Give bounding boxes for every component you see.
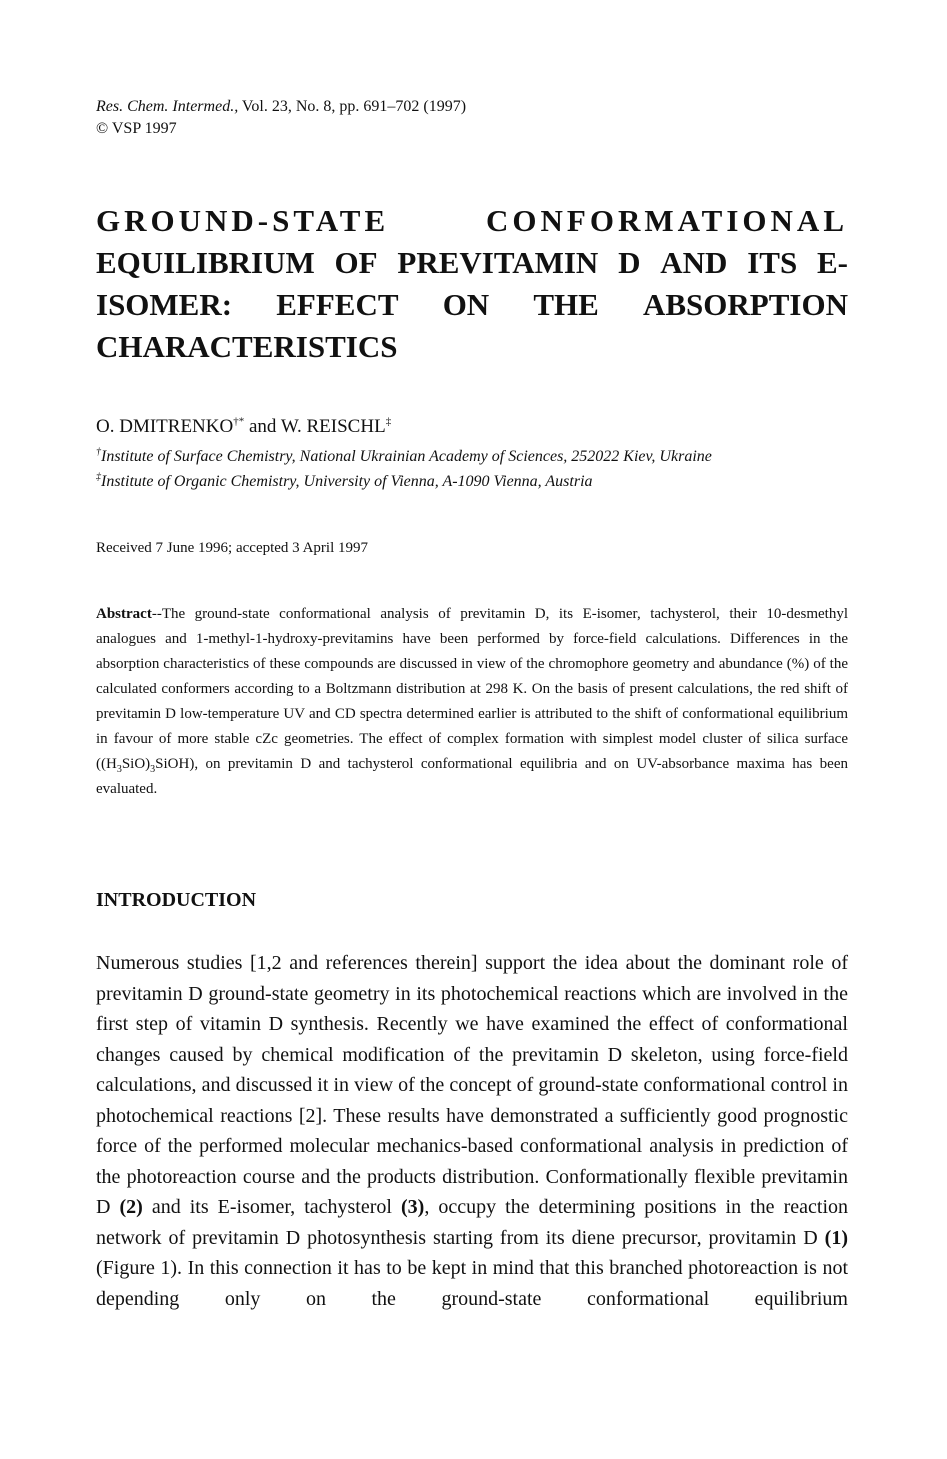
title-line-1: [96, 200, 848, 242]
abstract: [96, 602, 848, 802]
title-word: D: [618, 245, 641, 280]
title-word: CONFORMATIONAL: [486, 203, 848, 238]
compound-ref: (2): [119, 1196, 143, 1218]
subscript: 3: [150, 764, 156, 775]
journal-citation: [96, 96, 466, 140]
affiliation-text: Institute of Organic Chemistry, University of Vienna, A-1090 Vienna, Austria: [101, 473, 593, 490]
body-paragraph: [96, 948, 848, 1314]
author-name: W. REISCHL: [280, 416, 386, 437]
title-word: EQUILIBRIUM: [96, 245, 315, 280]
abstract-text: SiO): [121, 756, 151, 772]
affiliation: [96, 471, 856, 493]
author-list: [96, 414, 391, 440]
title-line-2: [96, 242, 848, 284]
title-word: OF: [334, 245, 378, 280]
title-word: ITS: [747, 245, 798, 280]
body-text: Numerous studies [1,2 and references therein] support the idea about the dominant role of previtamin D ground-state geometry in its photochemical reactions which are involved in the first step of vitamin D synthesis. Recently we have examined the effect of conformational changes caused by chemical modification of the previtamin D skeleton, using force-field calculations, and discussed it in view of the concept of ground-state conformational control in photochemical reactions [2]. These results have demonstrated a sufficiently good prognostic force of the performed molecular mechanics-based conformational analysis in prediction of the photoreaction course and the products distribution. Conformationally flexible previtamin D: [96, 952, 848, 1218]
title-line-4: [96, 326, 848, 368]
compound-ref: (1): [824, 1226, 848, 1249]
body-text: (Figure 1). In this connection it has to be kept in mind that this branched photoreaction is not depending only on the ground-state conformational equilibrium: [96, 1257, 848, 1310]
copyright-line: © VSP 1997: [96, 120, 177, 137]
title-word: AND: [660, 245, 728, 280]
compound-ref: (3): [401, 1196, 425, 1218]
citation-line: [96, 96, 466, 118]
subscript: 3: [116, 764, 122, 775]
title-word: CHARACTERISTICS: [96, 329, 398, 364]
title-line-3: [96, 284, 848, 326]
affiliation: [96, 446, 856, 468]
title-word: PREVITAMIN: [397, 245, 599, 280]
abstract-text: --The ground-state conformational analysis of previtamin D, its E-isomer, tachysterol, their 10-desmethyl analogues and 1-methyl-1-hydroxy-previtamins have been performed by force-field calculations. Differences in the absorption characteristics of these compounds are discussed in view of the chromophore geometry and abundance (%) of the calculated conformers according to a Boltzmann distribution at 298 K. On the basis of present calculations, the red shift of previtamin D low-temperature UV and CD spectra determined earlier is attributed to the shift of conformational equilibrium in favour of more stable cZc geometries. The effect of complex formation with simplest model cluster of silica surface ((H: [96, 606, 848, 772]
section-heading: INTRODUCTION: [96, 889, 257, 911]
body-text: , occupy the determining positions in the reaction network of previtamin D photosynthesis starting from its diene precursor, provitamin D: [96, 1196, 848, 1249]
abstract-text: SiOH), on previtamin D and tachysterol conformational equilibria and on UV-absorbance maxima has been evaluated.: [96, 756, 848, 797]
title-word: ABSORPTION: [642, 287, 848, 322]
author-name: O. DMITRENKO: [96, 416, 234, 437]
abstract-label: Abstract: [96, 606, 152, 622]
title-word: THE: [533, 287, 599, 322]
author-conjunction: and: [244, 416, 281, 437]
title-word: ON: [442, 287, 490, 322]
author-marks: †*: [233, 415, 245, 428]
journal-name: Res. Chem. Intermed.,: [96, 98, 239, 115]
title-word: GROUND-STATE: [96, 203, 390, 238]
affiliation-text: Institute of Surface Chemistry, National Ukrainian Academy of Sciences, 252022 Kiev, Ukraine: [101, 448, 712, 465]
title-word: EFFECT: [276, 287, 399, 322]
citation-details: Vol. 23, No. 8, pp. 691–702 (1997): [238, 98, 467, 115]
author-marks: ‡: [385, 415, 392, 428]
paper-title: [96, 200, 848, 368]
title-word: ISOMER:: [96, 287, 233, 322]
received-dates: Received 7 June 1996; accepted 3 April 1997: [96, 540, 369, 556]
title-word: E-: [817, 245, 848, 280]
body-text: and its E-isomer, tachysterol: [142, 1196, 401, 1218]
affiliation-mark: †: [96, 446, 101, 458]
affiliation-mark: ‡: [96, 471, 101, 483]
